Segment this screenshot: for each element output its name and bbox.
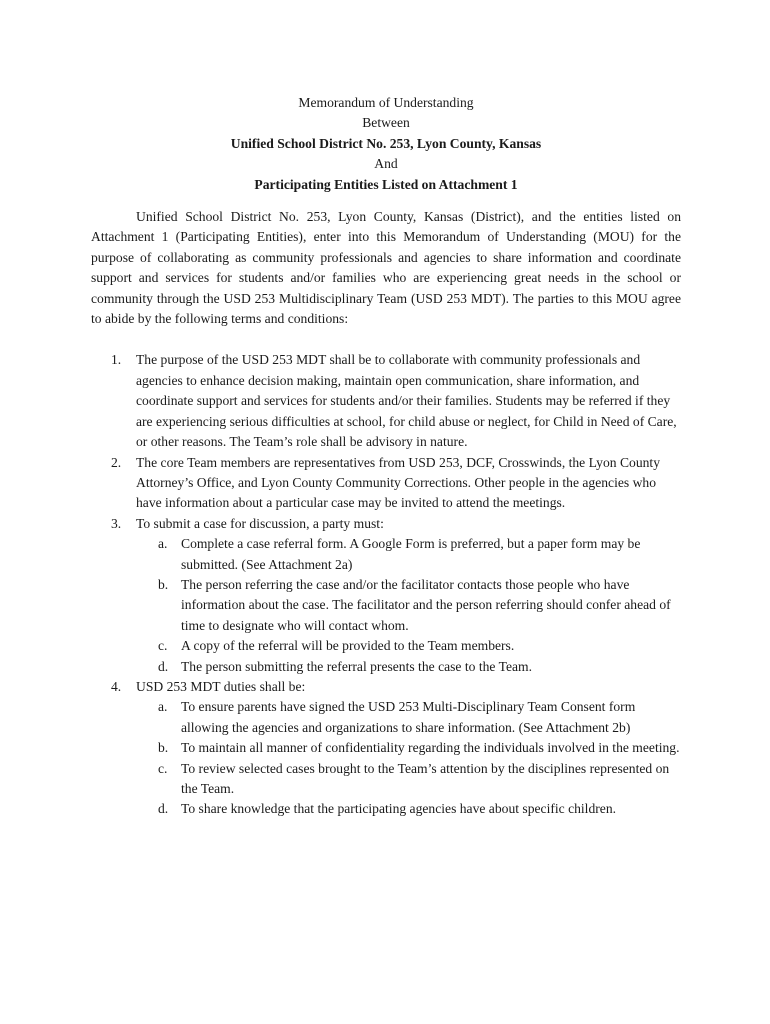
term-item xyxy=(91,350,681,452)
term-text: The core Team members are representatives from USD 253, DCF, Crosswinds, the Lyon County Attorney’s Office, and Lyon County Community Corrections. Other people in the agencies who have information about a particular case may be invited to attend the meetings. xyxy=(136,454,660,511)
sub-letter: d. xyxy=(158,658,169,674)
sub-letter: a. xyxy=(158,536,168,552)
term-text: The purpose of the USD 253 MDT shall be to collaborate with community professionals and agencies to enhance decision making, maintain open communication, share information, and coordinate support and services for students and/or their families. Students may be referred if they are experiencing serious difficulties at school, for child abuse or neglect, for Child in Need of Care, or other reasons. The Team’s role shall be advisory in nature. xyxy=(136,352,677,450)
sub-letter: c. xyxy=(158,760,168,776)
sub-item xyxy=(136,575,681,636)
sub-item xyxy=(136,759,681,800)
sub-item xyxy=(136,657,681,677)
terms-list xyxy=(91,350,681,819)
term-item xyxy=(91,453,681,514)
sub-list xyxy=(136,697,681,819)
sub-item xyxy=(136,636,681,656)
sub-list xyxy=(136,534,681,677)
term-text: USD 253 MDT duties shall be: xyxy=(136,678,306,694)
document-header xyxy=(91,93,681,195)
sub-text: Complete a case referral form. A Google Form is preferred, but a paper form may be submitted. (See Attachment 2a) xyxy=(181,536,641,572)
sub-letter: c. xyxy=(158,638,168,654)
term-text: To submit a case for discussion, a party must: xyxy=(136,515,384,531)
sub-text: A copy of the referral will be provided to the Team members. xyxy=(181,638,515,654)
sub-item xyxy=(136,534,681,575)
sub-letter: b. xyxy=(158,576,169,592)
term-number: 3. xyxy=(111,515,122,531)
header-district: Unified School District No. 253, Lyon County, Kansas xyxy=(230,135,542,151)
sub-letter: d. xyxy=(158,801,169,817)
term-number: 1. xyxy=(111,352,122,368)
header-and: And xyxy=(374,156,398,172)
header-entities: Participating Entities Listed on Attachment 1 xyxy=(254,176,518,192)
sub-text: To ensure parents have signed the USD 253 Multi-Disciplinary Team Consent form allowing the agencies and organizations to share information. (See Attachment 2b) xyxy=(181,699,636,735)
header-between: Between xyxy=(362,115,410,131)
sub-text: To maintain all manner of confidentiality regarding the individuals involved in the meeting. xyxy=(181,740,680,756)
sub-item xyxy=(136,799,681,819)
sub-item xyxy=(136,738,681,758)
term-number: 4. xyxy=(111,678,122,694)
term-item xyxy=(91,677,681,820)
sub-text: The person referring the case and/or the facilitator contacts those people who have information about the case. The facilitator and the person referring should confer ahead of time to designate who will contact whom. xyxy=(181,576,671,633)
intro-paragraph: Unified School District No. 253, Lyon County, Kansas (District), and the entities listed on Attachment 1 (Participating Entities), enter into this Memorandum of Understanding (MOU) for the purpose of collaborating as community professionals and agencies to share information and coordinate support and services for students and/or families who are experiencing great needs in the school or community through the USD 253 Multidisciplinary Team (USD 253 MDT). The parties to this MOU agree to abide by the following terms and conditions: xyxy=(91,209,681,327)
term-number: 2. xyxy=(111,454,122,470)
sub-letter: b. xyxy=(158,740,169,756)
sub-text: To review selected cases brought to the Team’s attention by the disciplines represented on the Team. xyxy=(181,760,670,796)
sub-text: The person submitting the referral presents the case to the Team. xyxy=(181,658,532,674)
sub-item xyxy=(136,697,681,738)
document-page xyxy=(91,93,681,820)
term-item xyxy=(91,514,681,677)
header-title: Memorandum of Understanding xyxy=(298,95,474,110)
sub-letter: a. xyxy=(158,699,168,715)
sub-text: To share knowledge that the participating agencies have about specific children. xyxy=(181,801,617,817)
